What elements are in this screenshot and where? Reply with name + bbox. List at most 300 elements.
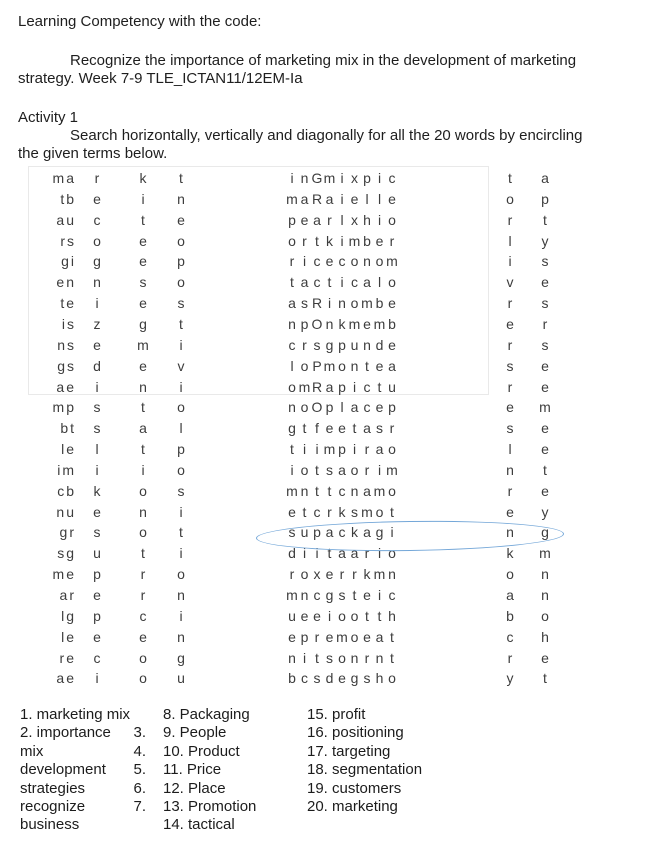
grid-letter: l <box>365 190 369 207</box>
grid-letter: r <box>302 232 307 249</box>
grid-letter: p <box>177 441 185 458</box>
grid-letter: i <box>302 649 307 666</box>
grid-letter: i <box>95 461 99 478</box>
grid-letter: e <box>541 274 549 291</box>
grid-letter: e <box>93 503 101 520</box>
grid-letter: o <box>288 378 296 395</box>
grid-letter: n <box>350 649 359 666</box>
grid-middle-block <box>286 606 398 627</box>
grid-letter: R <box>311 295 323 312</box>
grid-letter: o <box>506 566 514 583</box>
grid-letter: s <box>301 295 308 312</box>
grid-letter: l <box>290 357 294 374</box>
grid-letter: i <box>315 545 319 562</box>
word-list-number: 3. <box>133 724 146 742</box>
grid-letter: e <box>363 628 371 645</box>
grid-letter: t <box>302 503 307 520</box>
grid-letter: i <box>377 587 382 603</box>
grid-row <box>0 668 658 689</box>
word-list-term: strategies <box>20 779 86 797</box>
grid-letter: d <box>325 670 334 687</box>
grid-letter-pair: nu <box>56 503 76 520</box>
grid-letter: t <box>290 274 294 291</box>
word-list-column-3 <box>307 706 497 816</box>
grid-letter: o <box>388 482 396 499</box>
grid-letter: s <box>288 524 296 541</box>
grid-letter: i <box>390 524 394 541</box>
grid-letter-pair: le <box>61 441 76 458</box>
word-list-item <box>20 706 146 724</box>
grid-middle-block <box>286 564 398 585</box>
grid-letter: i <box>377 461 382 478</box>
grid-letter: t <box>327 274 332 291</box>
grid-letter-pair: rs <box>60 232 76 249</box>
grid-letter: c <box>93 649 101 666</box>
grid-letter: t <box>302 420 307 437</box>
grid-letter: r <box>140 566 146 583</box>
grid-letter-pair: ae <box>56 378 76 395</box>
grid-letter: o <box>139 482 147 499</box>
grid-letter: r <box>364 545 370 562</box>
grid-letter: d <box>93 357 101 374</box>
grid-letter: u <box>177 670 185 687</box>
grid-letter: a <box>388 357 396 374</box>
grid-letter: c <box>313 587 321 603</box>
grid-letter: n <box>325 315 334 332</box>
grid-letter: a <box>541 170 549 186</box>
grid-letter: n <box>388 566 396 583</box>
grid-middle-block <box>286 272 398 293</box>
grid-letter: n <box>288 315 296 332</box>
grid-letter: i <box>377 545 382 562</box>
grid-letter: t <box>315 232 319 249</box>
grid-letter: k <box>363 566 371 583</box>
grid-letter: p <box>388 399 396 416</box>
grid-letter: o <box>139 649 147 666</box>
grid-letter: s <box>506 357 514 374</box>
grid-letter: t <box>390 649 394 666</box>
grid-middle-block <box>286 397 398 418</box>
grid-row <box>0 606 658 627</box>
grid-letter: p <box>93 607 101 624</box>
grid-letter: r <box>542 315 548 332</box>
grid-letter: d <box>375 336 384 353</box>
grid-letter: i <box>508 253 512 270</box>
grid-row <box>0 293 658 314</box>
grid-middle-block <box>286 189 398 210</box>
grid-letter: t <box>543 211 547 228</box>
grid-letter: r <box>94 170 100 186</box>
grid-letter: k <box>338 315 346 332</box>
grid-row <box>0 335 658 356</box>
grid-letter: s <box>506 420 514 437</box>
grid-letter: v <box>506 274 514 291</box>
grid-middle-block <box>286 522 398 543</box>
grid-letter: p <box>338 441 346 458</box>
grid-letter: p <box>300 315 309 332</box>
grid-letter: o <box>350 295 359 312</box>
grid-letter: c <box>338 482 346 499</box>
grid-letter: u <box>388 378 396 395</box>
grid-letter: r <box>140 587 146 603</box>
grid-letter: s <box>93 399 101 416</box>
grid-letter: a <box>300 190 309 207</box>
word-list-item: 17. targeting <box>307 742 391 760</box>
grid-letter: s <box>541 336 549 353</box>
grid-letter: f <box>315 420 319 437</box>
grid-letter: e <box>541 441 549 458</box>
grid-letter: o <box>388 441 396 458</box>
grid-letter: s <box>363 670 371 687</box>
grid-letter-pair: en <box>56 274 76 291</box>
grid-letter: e <box>388 295 396 312</box>
grid-letter: o <box>350 607 359 624</box>
grid-letter: h <box>363 211 371 228</box>
grid-letter: n <box>375 649 384 666</box>
grid-row <box>0 210 658 231</box>
grid-letter: g <box>325 587 334 603</box>
grid-letter: i <box>315 441 319 458</box>
grid-letter: o <box>288 232 296 249</box>
grid-letter: o <box>93 232 101 249</box>
grid-letter: c <box>313 274 321 291</box>
word-list-term: mix <box>20 742 44 760</box>
grid-letter: r <box>289 566 295 583</box>
grid-letter: b <box>388 315 396 332</box>
grid-letter-pair: re <box>59 649 76 666</box>
grid-letter: e <box>177 211 185 228</box>
grid-letter: s <box>177 295 185 312</box>
grid-letter: t <box>179 315 183 332</box>
grid-letter: r <box>364 461 370 478</box>
grid-letter: t <box>141 441 145 458</box>
grid-letter: o <box>300 399 309 416</box>
grid-letter: t <box>315 482 319 499</box>
grid-letter: l <box>377 274 382 291</box>
grid-letter: g <box>93 253 101 270</box>
grid-middle-block <box>286 668 398 689</box>
grid-letter: i <box>302 545 307 562</box>
grid-letter: v <box>177 357 185 374</box>
grid-letter: n <box>300 482 309 499</box>
grid-letter: n <box>350 357 359 374</box>
grid-letter: n <box>288 649 296 666</box>
grid-letter: n <box>541 566 549 583</box>
grid-letter: i <box>95 670 99 687</box>
grid-letter: e <box>313 607 321 624</box>
grid-middle-block <box>286 502 398 523</box>
grid-letter: c <box>313 253 321 270</box>
grid-letter: s <box>338 587 346 603</box>
grid-letter: s <box>313 336 321 353</box>
grid-letter: r <box>339 566 345 583</box>
grid-middle-block <box>286 231 398 252</box>
grid-letter: i <box>352 378 357 395</box>
grid-letter: m <box>323 170 336 186</box>
grid-row <box>0 189 658 210</box>
word-list-item <box>20 724 146 742</box>
word-list-item: 16. positioning <box>307 724 404 742</box>
grid-letter: e <box>139 628 147 645</box>
grid-letter: O <box>311 399 323 416</box>
grid-letter: m <box>373 315 386 332</box>
grid-letter: t <box>179 524 183 541</box>
grid-row <box>0 168 658 189</box>
grid-letter: o <box>541 607 549 624</box>
grid-letter: s <box>93 524 101 541</box>
word-list-item: 9. People <box>163 724 227 742</box>
word-list-number: 7. <box>133 797 146 815</box>
grid-letter: P <box>312 357 322 374</box>
grid-row <box>0 481 658 502</box>
grid-letter: k <box>506 545 514 562</box>
grid-letter: r <box>364 649 370 666</box>
grid-letter: o <box>338 607 346 624</box>
grid-letter: a <box>139 420 147 437</box>
grid-letter-pair: cb <box>57 482 76 499</box>
grid-middle-block <box>286 377 398 398</box>
word-list-number: 5. <box>133 761 146 779</box>
grid-letter-pair: mp <box>52 399 76 416</box>
word-list-column-1 <box>20 706 146 835</box>
grid-letter: p <box>541 190 549 207</box>
grid-row <box>0 585 658 606</box>
grid-letter: t <box>390 628 394 645</box>
word-list-item <box>20 743 146 761</box>
grid-letter: k <box>139 170 147 186</box>
word-list-item: 20. marketing <box>307 797 398 815</box>
grid-letter: a <box>300 274 309 291</box>
grid-letter: r <box>507 482 513 499</box>
grid-letter: m <box>373 482 386 499</box>
grid-letter: o <box>300 357 309 374</box>
grid-letter: m <box>286 587 298 603</box>
grid-letter: k <box>338 503 346 520</box>
grid-letter: e <box>93 628 101 645</box>
grid-letter: e <box>388 336 396 353</box>
grid-letter: c <box>338 524 346 541</box>
activity-instruction-line2: the given terms below. <box>18 145 168 162</box>
grid-letter-pair: au <box>56 211 76 228</box>
grid-letter: o <box>139 670 147 687</box>
grid-letter: t <box>365 357 369 374</box>
grid-letter: y <box>541 503 549 520</box>
grid-letter-pair: gr <box>59 524 76 541</box>
competency-description-line1: Recognize the importance of marketing mix in the development of marketing <box>70 52 577 69</box>
grid-letter: i <box>340 170 344 186</box>
word-list-term: business <box>20 816 80 834</box>
grid-letter: e <box>93 336 101 353</box>
grid-letter: r <box>327 503 332 520</box>
grid-letter: e <box>325 420 334 437</box>
grid-letter: n <box>177 587 185 603</box>
grid-letter: e <box>363 315 371 332</box>
grid-middle-block <box>286 543 398 564</box>
grid-letter: m <box>386 461 398 478</box>
grid-letter: p <box>338 336 346 353</box>
grid-letter: t <box>365 607 369 624</box>
grid-letter: a <box>375 441 384 458</box>
grid-letter: g <box>177 649 185 666</box>
grid-letter: o <box>350 253 359 270</box>
grid-letter: R <box>311 378 323 395</box>
grid-middle-block <box>286 481 398 502</box>
grid-letter: a <box>506 587 514 603</box>
grid-letter: t <box>327 545 332 562</box>
grid-letter: i <box>179 378 183 395</box>
grid-letter: c <box>388 170 396 186</box>
grid-letter: o <box>177 399 185 416</box>
grid-letter: e <box>139 232 147 249</box>
grid-letter: g <box>288 420 296 437</box>
grid-letter: e <box>139 357 147 374</box>
grid-letter: m <box>286 190 298 207</box>
activity-label: Activity 1 <box>18 109 79 126</box>
grid-letter: m <box>386 253 398 270</box>
grid-letter: u <box>288 607 296 624</box>
grid-letter: a <box>325 378 334 395</box>
word-list-item: 13. Promotion <box>163 797 257 815</box>
grid-letter: g <box>325 336 334 353</box>
grid-middle-block <box>286 314 398 335</box>
grid-letter: s <box>313 670 321 687</box>
word-list-term: recognize <box>20 797 86 815</box>
grid-letter: p <box>93 566 101 583</box>
grid-letter: s <box>541 295 549 312</box>
grid-letter: m <box>539 399 551 416</box>
grid-letter: i <box>377 211 382 228</box>
grid-letter-pair: ma <box>52 170 76 186</box>
grid-letter: n <box>93 274 101 291</box>
grid-letter: a <box>338 461 346 478</box>
grid-letter: t <box>141 545 145 562</box>
grid-letter: o <box>177 461 185 478</box>
grid-letter: m <box>323 357 336 374</box>
grid-letter: z <box>93 315 101 332</box>
grid-letter: n <box>300 170 309 186</box>
grid-letter: a <box>350 399 359 416</box>
grid-middle-block <box>286 356 398 377</box>
grid-letter: n <box>139 378 147 395</box>
grid-letter-pair: bt <box>60 420 76 437</box>
grid-letter: s <box>139 274 147 291</box>
grid-letter: m <box>286 482 298 499</box>
grid-letter: o <box>350 628 359 645</box>
grid-letter: r <box>302 336 307 353</box>
grid-letter: b <box>288 670 296 687</box>
grid-letter: u <box>93 545 101 562</box>
grid-letter: e <box>93 587 101 603</box>
grid-letter: o <box>300 566 309 583</box>
grid-row <box>0 543 658 564</box>
grid-letter-pair: le <box>61 628 76 645</box>
grid-letter: e <box>288 503 296 520</box>
grid-letter: k <box>93 482 101 499</box>
grid-row <box>0 356 658 377</box>
grid-letter: t <box>352 587 357 603</box>
grid-letter: o <box>506 190 514 207</box>
grid-letter: l <box>340 211 344 228</box>
grid-letter: y <box>541 232 549 249</box>
grid-letter-pair: ae <box>56 670 76 687</box>
grid-letter: t <box>315 461 319 478</box>
grid-letter: l <box>377 190 382 207</box>
grid-letter-pair: is <box>61 315 76 332</box>
grid-letter: a <box>350 545 359 562</box>
grid-letter: x <box>351 170 358 186</box>
grid-letter: e <box>541 482 549 499</box>
learning-competency-title: Learning Competency with the code: <box>18 13 262 30</box>
grid-letter: m <box>361 503 373 520</box>
grid-letter: i <box>179 336 183 353</box>
grid-letter-pair: te <box>60 295 76 312</box>
grid-letter: s <box>376 420 383 437</box>
grid-letter: p <box>177 253 185 270</box>
grid-letter: e <box>338 420 346 437</box>
grid-letter: c <box>313 503 321 520</box>
grid-letter: e <box>325 566 334 583</box>
grid-row <box>0 564 658 585</box>
grid-row <box>0 627 658 648</box>
grid-letter: o <box>338 649 346 666</box>
word-list-item <box>20 761 146 779</box>
grid-middle-block <box>286 168 398 189</box>
grid-letter: n <box>506 524 514 541</box>
grid-letter: o <box>338 357 346 374</box>
grid-letter: b <box>363 232 371 249</box>
grid-letter: e <box>363 587 371 603</box>
grid-letter: a <box>363 274 371 291</box>
grid-letter: e <box>139 253 147 270</box>
grid-letter: p <box>363 170 371 186</box>
grid-letter: e <box>93 190 101 207</box>
grid-letter: x <box>351 211 358 228</box>
grid-letter: s <box>93 420 101 437</box>
grid-letter-pair: gs <box>57 357 76 374</box>
word-list-item <box>20 816 146 834</box>
grid-letter: l <box>179 420 183 437</box>
grid-letter: i <box>95 295 99 312</box>
word-list-number: 6. <box>133 779 146 797</box>
grid-letter: o <box>300 461 309 478</box>
grid-letter: e <box>375 232 384 249</box>
grid-letter: l <box>508 441 512 458</box>
grid-letter: r <box>507 378 513 395</box>
grid-letter: h <box>541 628 549 645</box>
grid-middle-block <box>286 251 398 272</box>
grid-row <box>0 648 658 669</box>
grid-letter: t <box>543 670 547 687</box>
grid-letter: t <box>543 461 547 478</box>
grid-letter-pair: tb <box>60 190 76 207</box>
grid-letter: k <box>326 232 333 249</box>
grid-letter-pair: gi <box>61 253 76 270</box>
word-list-item: 18. segmentation <box>307 761 423 779</box>
grid-row <box>0 314 658 335</box>
grid-letter: h <box>375 670 384 687</box>
grid-letter: s <box>326 461 333 478</box>
grid-letter: n <box>338 295 346 312</box>
grid-letter: a <box>325 524 334 541</box>
grid-letter: o <box>375 503 384 520</box>
grid-letter: m <box>298 378 311 395</box>
grid-letter: k <box>351 524 358 541</box>
grid-letter-pair: im <box>57 461 76 478</box>
grid-middle-block <box>286 293 398 314</box>
grid-letter: l <box>508 232 512 249</box>
competency-description-line2: strategy. Week 7-9 TLE_ICTAN11/12EM-Ia <box>18 70 303 87</box>
grid-letter: i <box>352 441 357 458</box>
